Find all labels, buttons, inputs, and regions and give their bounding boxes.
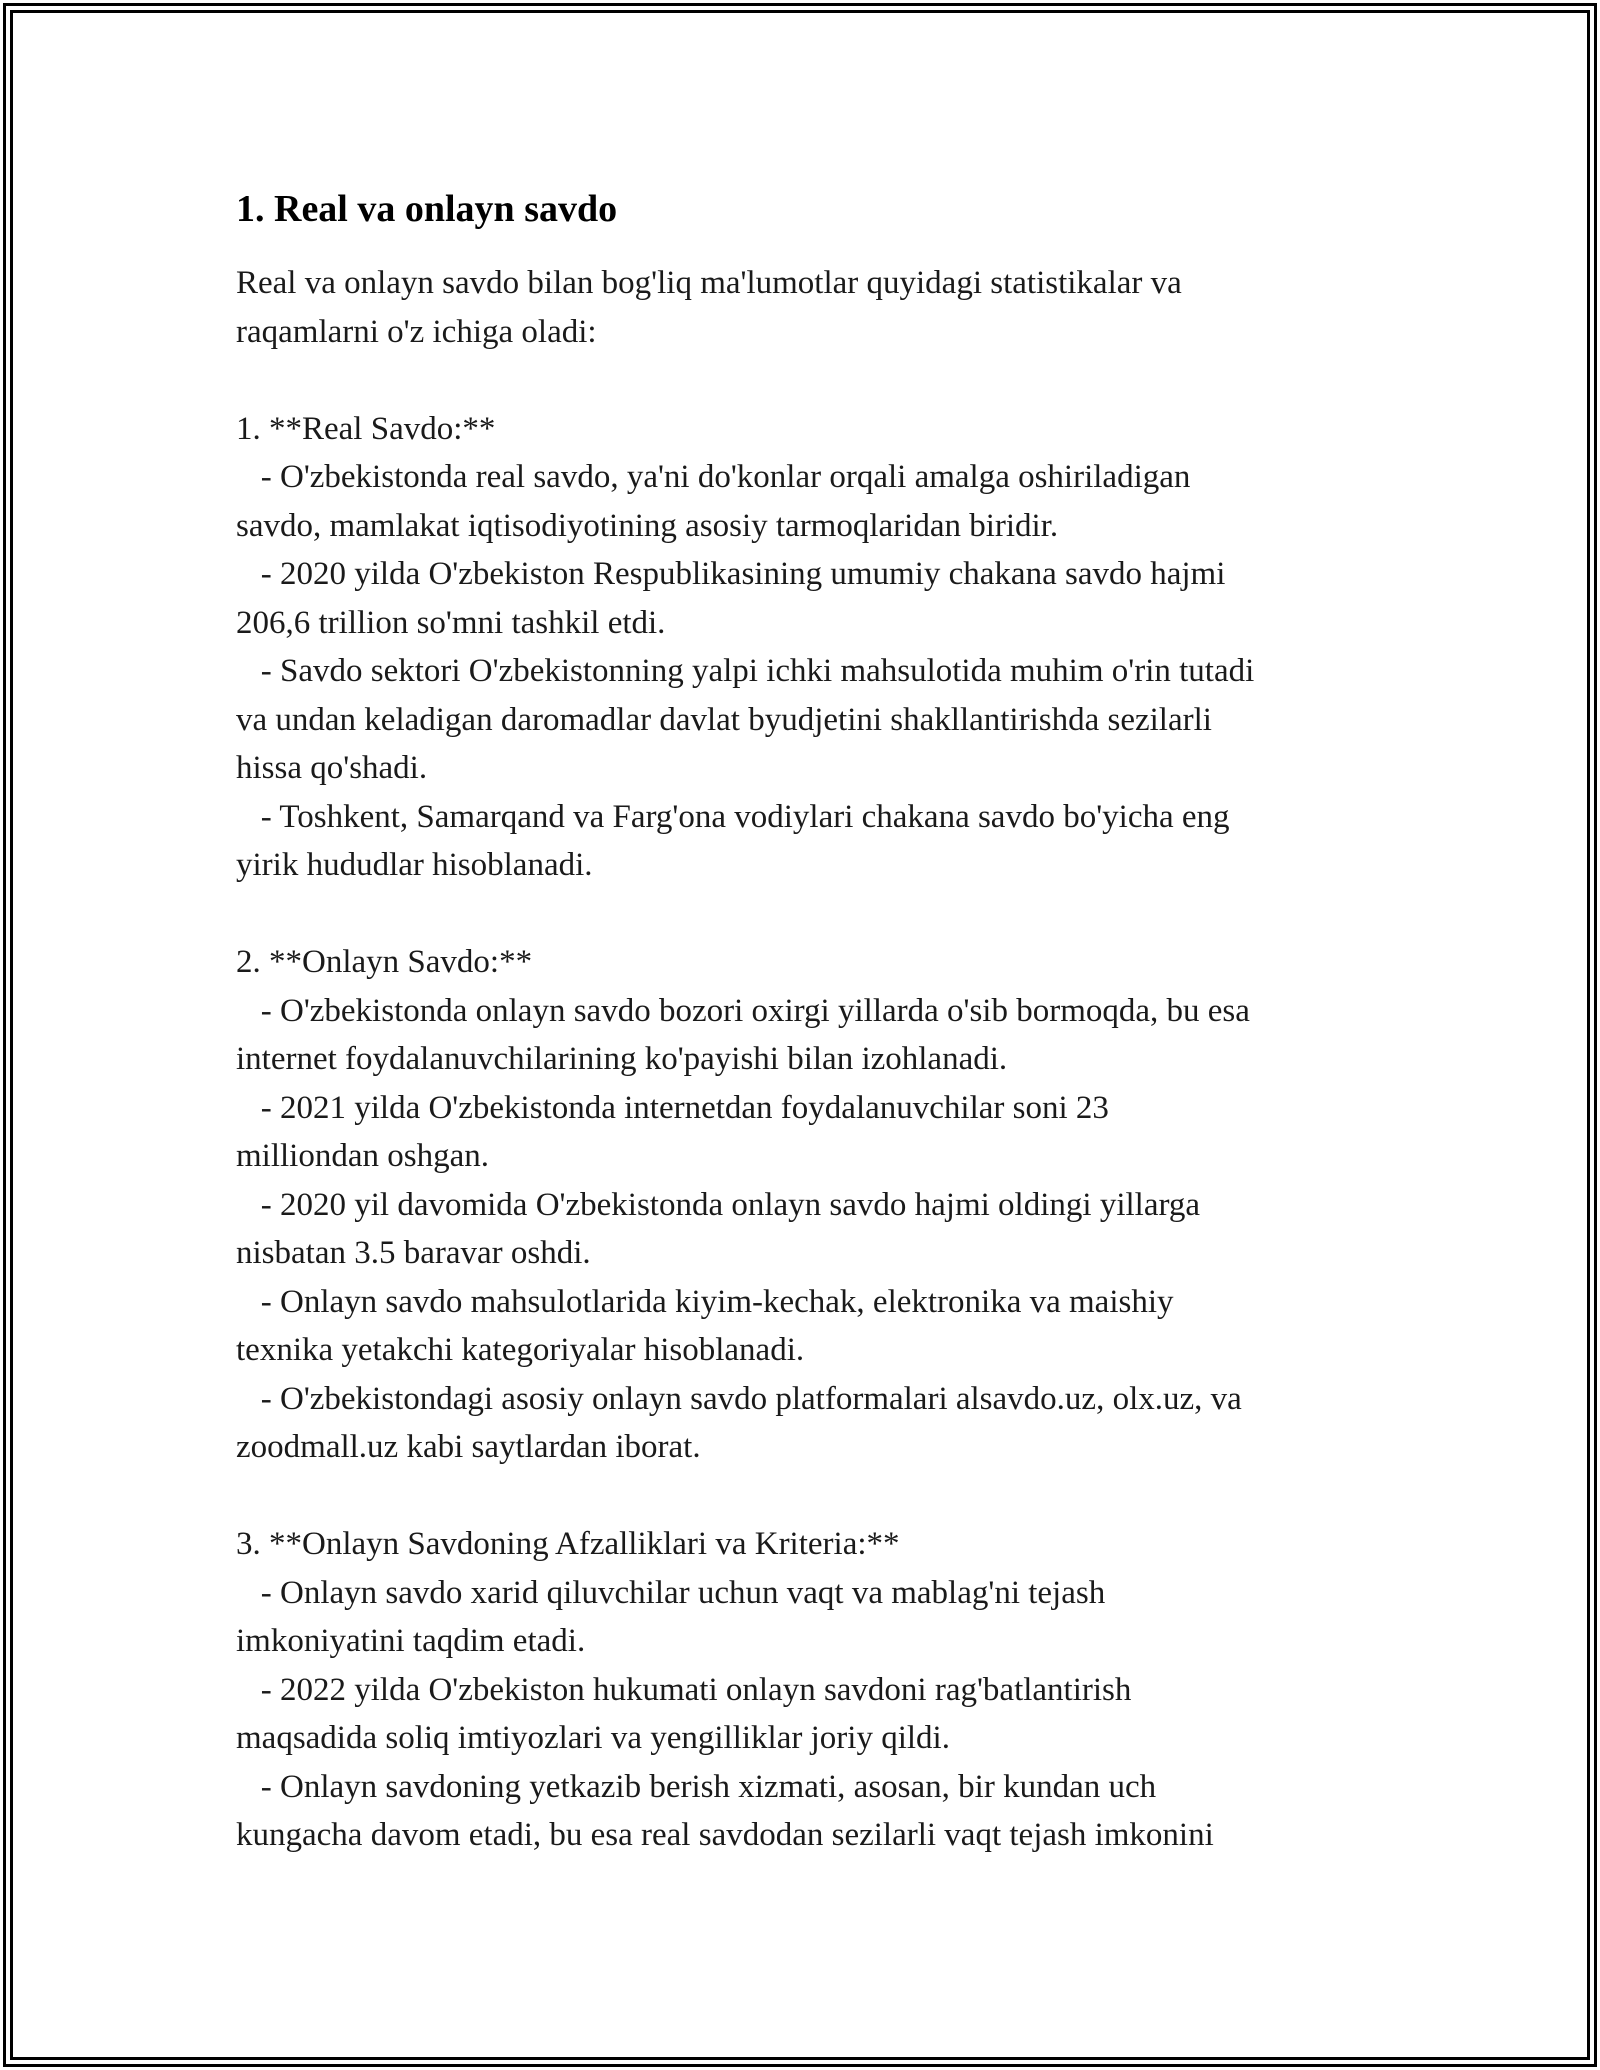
section-heading: 1. Real va onlayn savdo: [236, 188, 618, 230]
document-content: [236, 186, 1376, 1860]
section-body-text: Real va onlayn savdo bilan bog'liq ma'lumotlar quyidagi statistikalar va raqamlarni o'z ichiga oladi: 1. **Real Savdo:** - O'zbekistonda real savdo, ya'ni do'konlar orqali amalga oshiriladigan savdo, mamlakat iqtisodiyotining asosiy tarmoqlaridan biridir. - 2020 yilda O'zbekiston Respublikasining umumiy chakana savdo hajmi 206,6 trillion so'mni tashkil etdi. - Savdo sektori O'zbekistonning yalpi ichki mahsulotida muhim o'rin tutadi va undan keladigan daromadlar davlat byudjetini shakllantirishda sezilarli hissa qo'shadi. - Toshkent, Samarqand va Farg'ona vodiylari chakana savdo bo'yicha eng yirik hududlar hisoblanadi. 2. **Onlayn Savdo:** - O'zbekistonda onlayn savdo bozori oxirgi yillarda o'sib bormoqda, bu esa internet foydalanuvchilarining ko'payishi bilan izohlanadi. - 2021 yilda O'zbekistonda internetdan foydalanuvchilar soni 23 milliondan oshgan. - 2020 yil davomida O'zbekistonda onlayn savdo hajmi oldingi yillarga nisbatan 3.5 baravar oshdi. - Onlayn savdo mahsulotlarida kiyim-kechak, elektronika va maishiy texnika yetakchi kategoriyalar hisoblanadi. - O'zbekistondagi asosiy onlayn savdo platformalari alsavdo.uz, olx.uz, va zoodmall.uz kabi saytlardan iborat. 3. **Onlayn Savdoning Afzalliklari va Kriteria:** - Onlayn savdo xarid qiluvchilar uchun vaqt va mablag'ni tejash imkoniyatini taqdim etadi. - 2022 yilda O'zbekiston hukumati onlayn savdoni rag'batlantirish maqsadida soliq imtiyozlari va yengilliklar joriy qildi. - Onlayn savdoning yetkazib berish xizmati, asosan, bir kundan uch kungacha davom etadi, bu esa real savdodan sezilarli vaqt tejash imkonini: [236, 265, 1255, 1853]
